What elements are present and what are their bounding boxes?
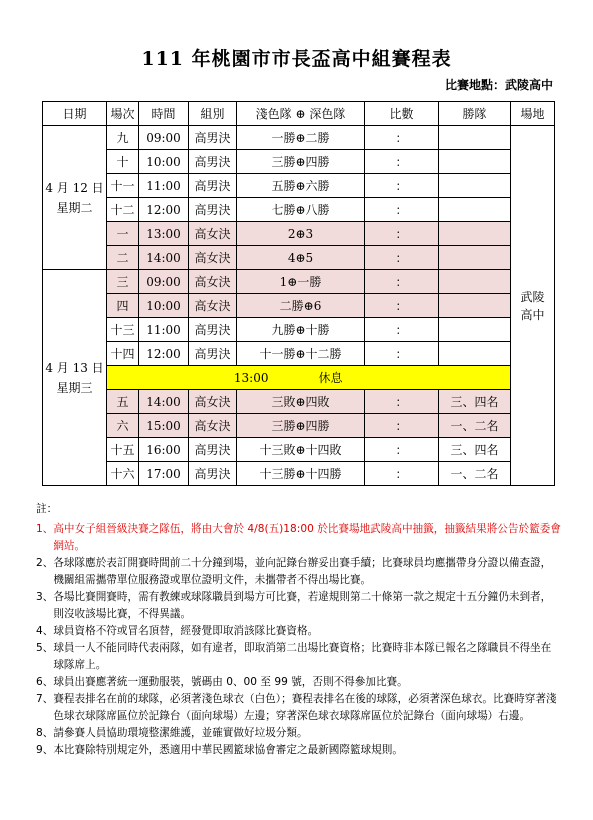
table-row [43, 462, 555, 486]
table-row [43, 246, 555, 270]
game-no: 三 [107, 270, 139, 294]
game-score: ： [365, 462, 439, 486]
note-number: 8、 [36, 727, 54, 739]
game-winner: 一、二名 [439, 462, 511, 486]
game-score: ： [365, 390, 439, 414]
game-time: 13:00 [139, 222, 189, 246]
game-no: 四 [107, 294, 139, 318]
date-text: 4 月 13 日 [45, 360, 104, 375]
game-match: 4⊕5 [237, 246, 365, 270]
game-group: 高女決 [189, 246, 237, 270]
note-item [36, 742, 561, 759]
game-time: 11:00 [139, 318, 189, 342]
note-text: 各場比賽開賽時，需有教練或球隊職員到場方可比賽，若違規則第二十條第一款之規定十五分鐘仍未到者，則沒收該場比賽，不得異議。 [53, 591, 552, 620]
table-row [43, 318, 555, 342]
note-number: 9、 [36, 744, 54, 756]
game-group: 高男決 [189, 126, 237, 150]
game-match: 三勝⊕四勝 [237, 414, 365, 438]
court-cell [511, 126, 555, 486]
game-group: 高女決 [189, 390, 237, 414]
schedule-table [42, 101, 555, 486]
break-time: 13:00 [233, 371, 269, 385]
col-header-winner: 勝隊 [439, 102, 511, 126]
weekday-text: 星期二 [56, 200, 93, 215]
game-match: 十三敗⊕十四敗 [237, 438, 365, 462]
game-match: 十三勝⊕十四勝 [237, 462, 365, 486]
col-header-date: 日期 [43, 102, 107, 126]
game-no: 五 [107, 390, 139, 414]
col-header-court: 場地 [511, 102, 555, 126]
note-text: 賽程表排名在前的球隊，必須著淺色球衣（白色）；賽程表排名在後的球隊，必須著深色球衣。比賽時穿著淺色球衣球隊席區位於記錄台（面向球場）左邊；穿著深色球衣球隊席區位於記錄台（面向球場）右邊。 [53, 693, 557, 722]
game-time: 12:00 [139, 198, 189, 222]
game-group: 高男決 [189, 462, 237, 486]
game-time: 15:00 [139, 414, 189, 438]
game-winner [439, 222, 511, 246]
table-row [43, 438, 555, 462]
game-winner [439, 318, 511, 342]
game-no: 一 [107, 222, 139, 246]
game-time: 09:00 [139, 270, 189, 294]
date-text: 4 月 12 日 [45, 180, 104, 195]
game-no: 九 [107, 126, 139, 150]
game-winner [439, 174, 511, 198]
game-match: 九勝⊕十勝 [237, 318, 365, 342]
note-item [36, 623, 561, 640]
game-no: 十六 [107, 462, 139, 486]
game-score: ： [365, 246, 439, 270]
game-group: 高女決 [189, 222, 237, 246]
note-item [36, 589, 561, 623]
game-winner [439, 126, 511, 150]
game-no: 十一 [107, 174, 139, 198]
game-no: 十二 [107, 198, 139, 222]
col-header-time: 時間 [139, 102, 189, 126]
note-text: 本比賽除特別規定外，悉適用中華民國籃球協會審定之最新國際籃球規則。 [53, 744, 403, 756]
game-group: 高女決 [189, 414, 237, 438]
game-time: 11:00 [139, 174, 189, 198]
game-match: 五勝⊕六勝 [237, 174, 365, 198]
game-time: 12:00 [139, 342, 189, 366]
game-score: ： [365, 414, 439, 438]
game-score: ： [365, 270, 439, 294]
court-text: 武陵高中 [520, 289, 545, 322]
game-group: 高男決 [189, 318, 237, 342]
table-row [43, 270, 555, 294]
table-row [43, 390, 555, 414]
game-winner [439, 150, 511, 174]
notes-section [36, 501, 561, 759]
note-text: 球員一人不能同時代表兩隊，如有違者，即取消第二出場比賽資格；比賽時非本隊已報名之隊職員不得坐在球隊席上。 [53, 642, 552, 671]
col-header-game: 場次 [107, 102, 139, 126]
game-group: 高男決 [189, 342, 237, 366]
break-row [43, 366, 555, 390]
game-no: 六 [107, 414, 139, 438]
game-match: 2⊕3 [237, 222, 365, 246]
date-cell-day1 [43, 126, 107, 270]
note-item [36, 691, 561, 725]
game-score: ： [365, 150, 439, 174]
table-row [43, 150, 555, 174]
note-number: 5、 [36, 642, 54, 654]
note-number: 1、 [36, 523, 54, 535]
game-score: ： [365, 222, 439, 246]
game-score: ： [365, 438, 439, 462]
note-item [36, 725, 561, 742]
note-text: 請參賽人員協助環境整潔維護，並確實做好垃圾分類。 [53, 727, 308, 739]
venue-label: 比賽地點：武陵高中 [444, 78, 553, 92]
game-score: ： [365, 318, 439, 342]
table-row [43, 126, 555, 150]
game-score: ： [365, 198, 439, 222]
game-time: 10:00 [139, 294, 189, 318]
game-winner: 一、二名 [439, 414, 511, 438]
game-time: 14:00 [139, 390, 189, 414]
note-number: 7、 [36, 693, 54, 705]
game-match: 1⊕一勝 [237, 270, 365, 294]
table-row [43, 222, 555, 246]
note-text: 高中女子組晉級決賽之隊伍，將由大會於 4/8(五)18:00 於比賽場地武陵高中抽籤，抽籤結果將公告於籃委會網站。 [53, 523, 561, 552]
game-winner [439, 342, 511, 366]
table-row [43, 414, 555, 438]
game-match: 十一勝⊕十二勝 [237, 342, 365, 366]
game-no: 十 [107, 150, 139, 174]
game-match: 三勝⊕四勝 [237, 150, 365, 174]
game-match: 三敗⊕四敗 [237, 390, 365, 414]
game-group: 高男決 [189, 174, 237, 198]
game-match: 一勝⊕二勝 [237, 126, 365, 150]
game-group: 高男決 [189, 438, 237, 462]
note-text: 球員資格不符或冒名頂替，經發覺即取消該隊比賽資格。 [53, 625, 319, 637]
game-time: 17:00 [139, 462, 189, 486]
table-row [43, 198, 555, 222]
note-item [36, 674, 561, 691]
game-winner [439, 246, 511, 270]
note-item [36, 555, 561, 589]
note-item [36, 640, 561, 674]
game-winner [439, 198, 511, 222]
game-no: 十五 [107, 438, 139, 462]
note-number: 4、 [36, 625, 54, 637]
game-score: ： [365, 294, 439, 318]
break-label: 休息 [318, 371, 343, 385]
note-number: 2、 [36, 557, 54, 569]
page-title: 111 年桃園市市長盃高中組賽程表 [141, 48, 452, 70]
table-row [43, 174, 555, 198]
game-winner: 三、四名 [439, 390, 511, 414]
game-group: 高女決 [189, 270, 237, 294]
game-winner: 三、四名 [439, 438, 511, 462]
game-no: 十四 [107, 342, 139, 366]
col-header-score: 比數 [365, 102, 439, 126]
game-time: 10:00 [139, 150, 189, 174]
notes-header: 註： [36, 503, 58, 515]
game-match: 七勝⊕八勝 [237, 198, 365, 222]
game-no: 十三 [107, 318, 139, 342]
col-header-teams: 淺色隊 ⊕ 深色隊 [237, 102, 365, 126]
table-row [43, 294, 555, 318]
game-match: 二勝⊕6 [237, 294, 365, 318]
note-text: 球員出賽應著統一運動服裝，號碼由 0、00 至 99 號，否則不得參加比賽。 [53, 676, 408, 688]
game-score: ： [365, 126, 439, 150]
game-no: 二 [107, 246, 139, 270]
game-group: 高男決 [189, 150, 237, 174]
note-number: 6、 [36, 676, 54, 688]
game-time: 16:00 [139, 438, 189, 462]
game-group: 高男決 [189, 198, 237, 222]
col-header-group: 組別 [189, 102, 237, 126]
game-time: 09:00 [139, 126, 189, 150]
table-header-row [43, 102, 555, 126]
note-text: 各球隊應於表訂開賽時間前二十分鐘到場，並向記錄台辦妥出賽手續；比賽球員均應攜帶身分證以備查證，機關組需攜帶單位服務證或單位證明文件，未攜帶者不得出場比賽。 [53, 557, 552, 586]
game-winner [439, 270, 511, 294]
table-row [43, 342, 555, 366]
game-score: ： [365, 342, 439, 366]
note-number: 3、 [36, 591, 54, 603]
game-score: ： [365, 174, 439, 198]
game-time: 14:00 [139, 246, 189, 270]
weekday-text: 星期三 [56, 380, 93, 395]
note-item [36, 521, 561, 555]
break-cell [107, 366, 511, 390]
game-group: 高女決 [189, 294, 237, 318]
date-cell-day2 [43, 270, 107, 486]
game-winner [439, 294, 511, 318]
